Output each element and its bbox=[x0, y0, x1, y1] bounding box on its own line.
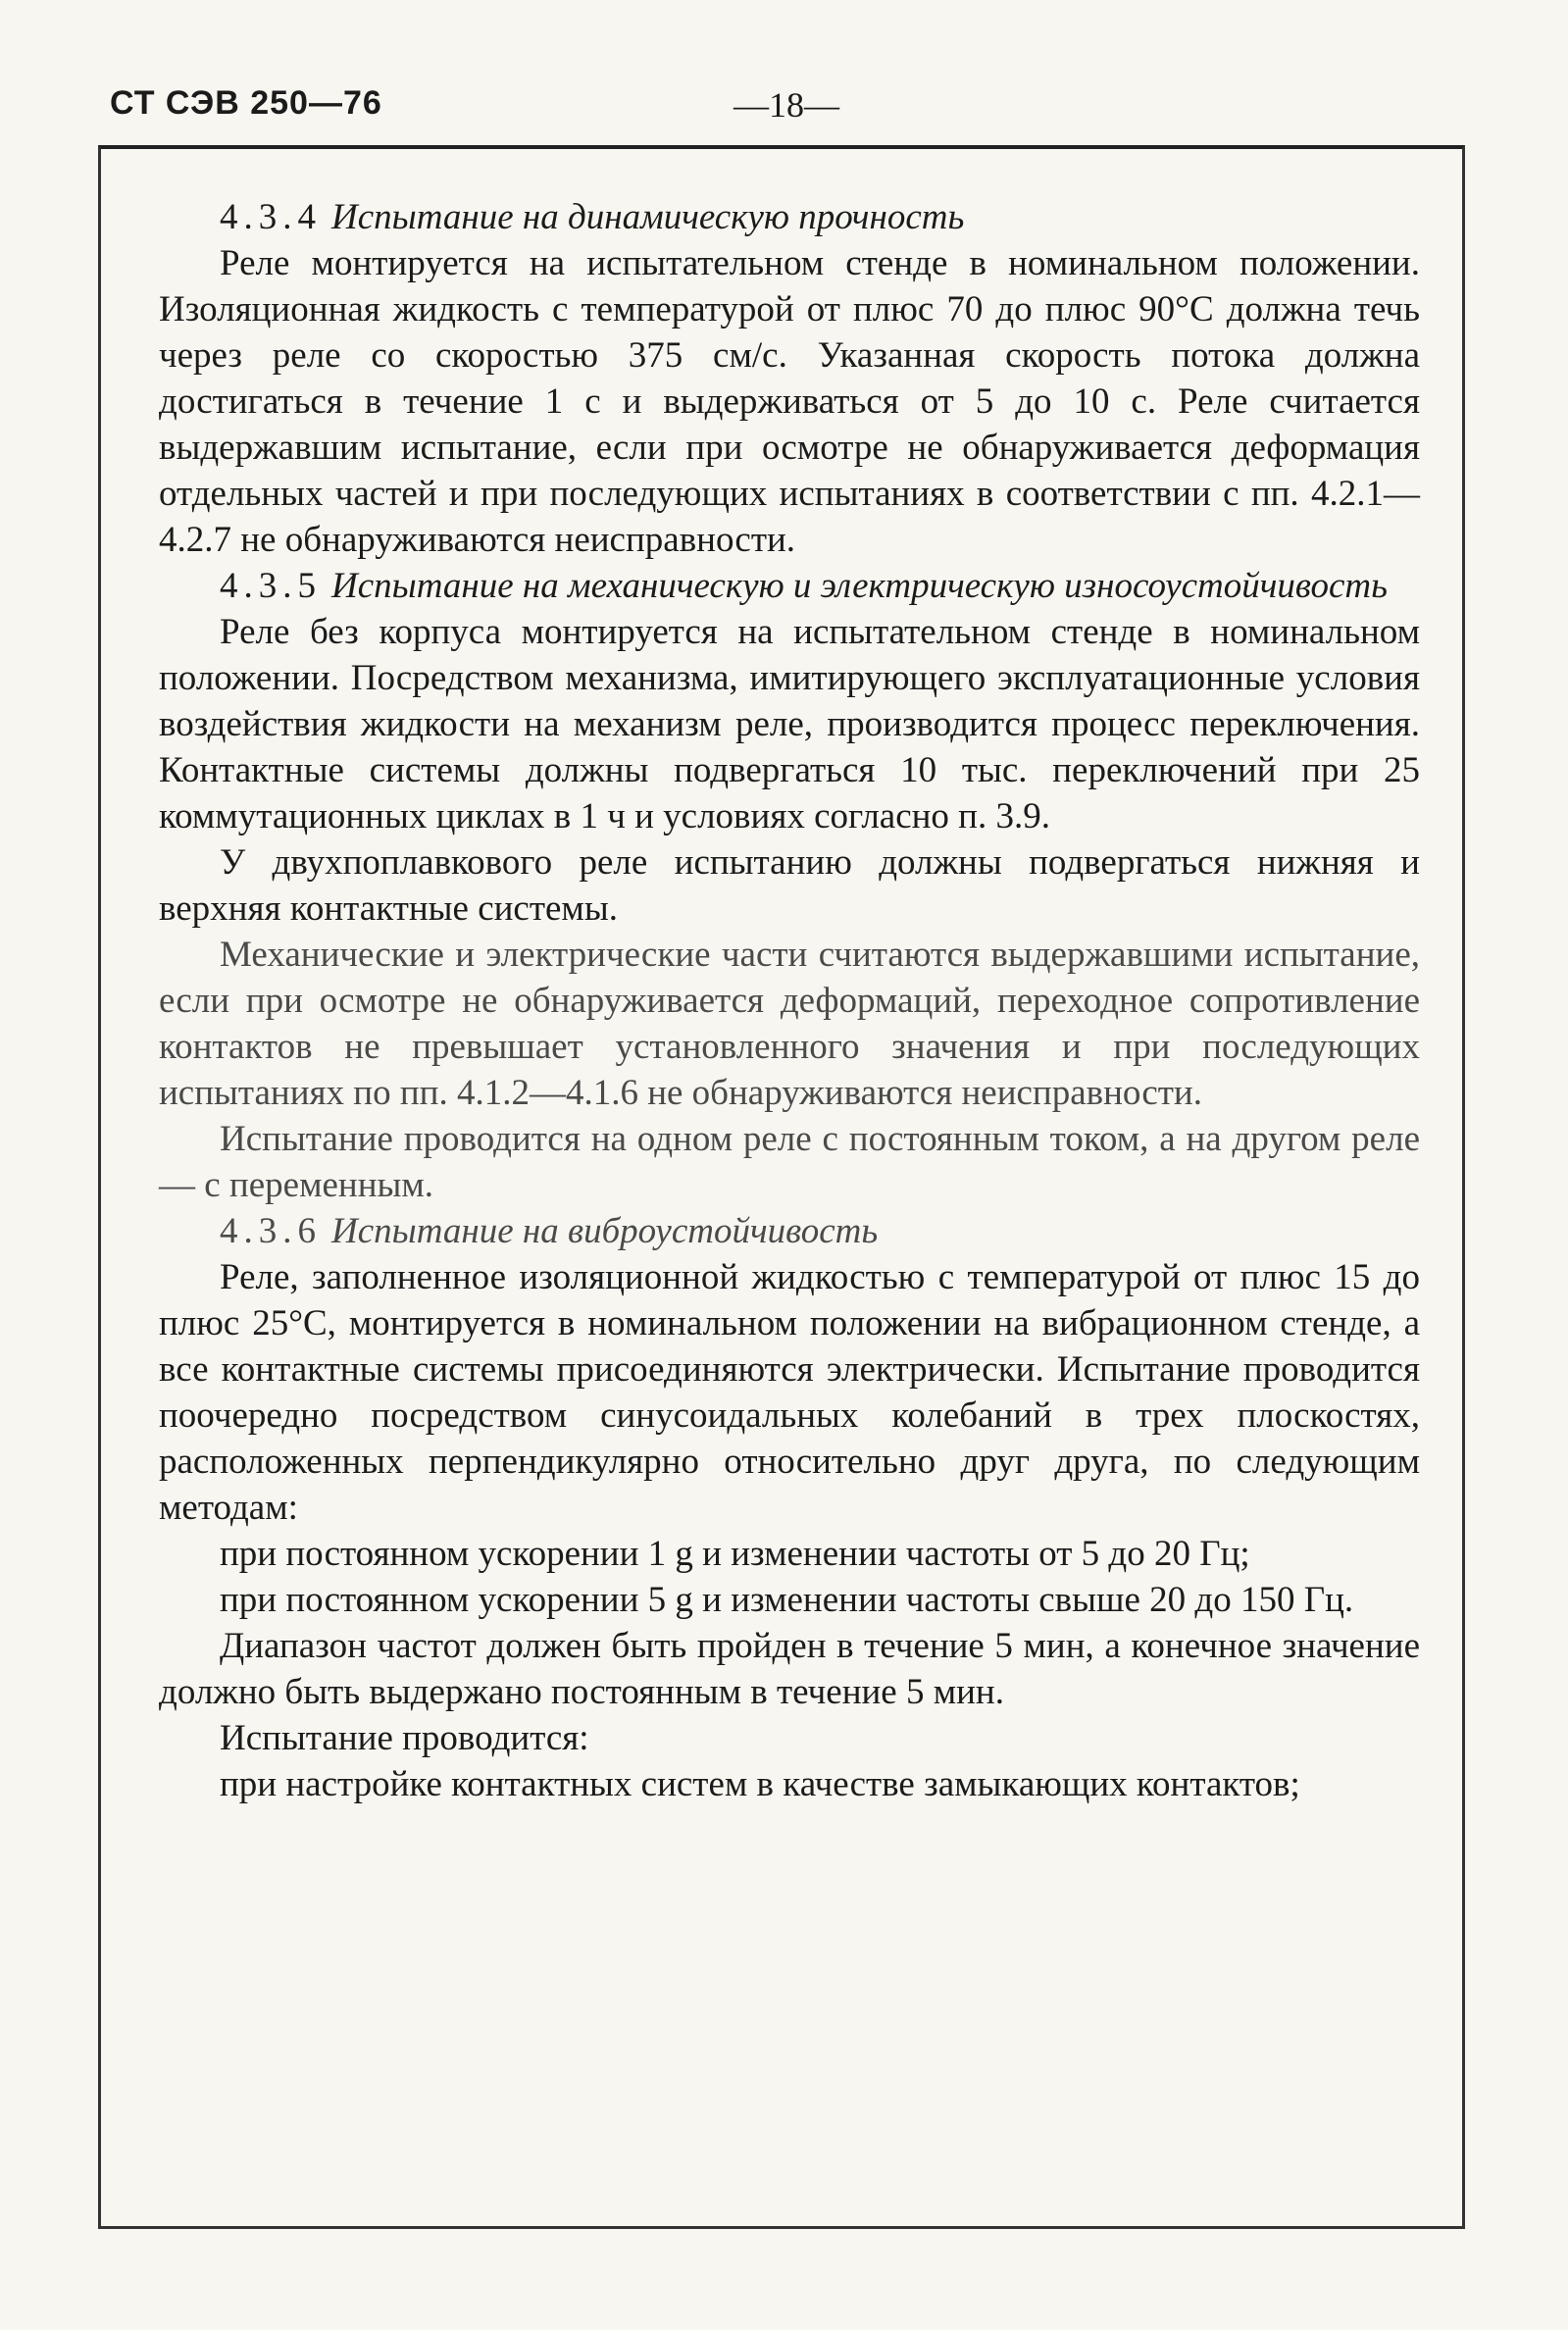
paragraph: Диапазон частот должен быть пройден в течение 5 мин, а конечное значение должно быть выдержано постоянным в течение 5 мин. bbox=[159, 1626, 1420, 1712]
header-code: СТ СЭВ 250—76 bbox=[110, 84, 382, 122]
list-item: при постоянном ускорении 5 g и изменении частоты свыше 20 до 150 Гц. bbox=[220, 1580, 1354, 1620]
paragraph: Испытание проводится: bbox=[220, 1718, 589, 1758]
list-item: при настройке контактных систем в качестве замыкающих контактов; bbox=[220, 1764, 1300, 1804]
paragraph: У двухпоплавкового реле испытанию должны подвергаться нижняя и верхняя контактные системы. bbox=[159, 842, 1420, 929]
section-heading bbox=[159, 563, 1420, 609]
paragraph: Реле без корпуса монтируется на испытательном стенде в номинальном положении. Посредством механизма, имитирующего эксплуатационные условия воздействия жидкости на механизм реле, производится процесс переключения. Контактные системы должны подвергаться 10 тыс. переключений при 25 коммутационных циклах в 1 ч и условиях согласно п. 3.9. bbox=[159, 612, 1420, 836]
page-number: —18— bbox=[733, 85, 839, 125]
section-title: Испытание на механическую и электрическую износоустойчивость bbox=[331, 566, 1388, 606]
section-number: 4.3.4 bbox=[220, 197, 322, 237]
section-number: 4.3.6 bbox=[220, 1211, 322, 1251]
section-title: Испытание на динамическую прочность bbox=[331, 197, 965, 237]
paragraph: Испытание проводится на одном реле с постоянным током, а на другом реле — с переменным. bbox=[159, 1119, 1420, 1205]
list-item: при постоянном ускорении 1 g и изменении частоты от 5 до 20 Гц; bbox=[220, 1534, 1250, 1574]
section-number: 4.3.5 bbox=[220, 566, 322, 606]
section-heading bbox=[159, 194, 1420, 240]
section-heading bbox=[159, 1208, 1420, 1254]
section-title: Испытание на виброустойчивость bbox=[331, 1211, 879, 1251]
paragraph: Реле монтируется на испытательном стенде в номинальном положении. Изоляционная жидкость с температурой от плюс 70 до плюс 90°С должна течь через реле со скоростью 375 см/с. Указанная скорость потока должна достигаться в течение 1 с и выдерживаться от 5 до 10 с. Реле считается выдержавшим испытание, если при осмотре не обнаруживается деформация отдельных частей и при последующих испытаниях в соответствии с пп. 4.2.1—4.2.7 не обнаруживаются неисправности. bbox=[159, 243, 1420, 560]
paragraph: Механические и электрические части считаются выдержавшими испытание, если при осмотре не обнаруживается деформаций, переходное сопротивление контактов не превышает установленного значения и при последующих испытаниях по пп. 4.1.2—4.1.6 не обнаруживаются неисправности. bbox=[159, 935, 1420, 1113]
document-body bbox=[159, 194, 1420, 1807]
paragraph: Реле, заполненное изоляционной жидкостью с температурой от плюс 15 до плюс 25°С, монтируется в номинальном положении на вибрационном стенде, а все контактные системы присоединяются электрически. Испытание проводится поочередно посредством синусоидальных колебаний в трех плоскостях, расположенных перпендикулярно относительно друг друга, по следующим методам: bbox=[159, 1257, 1420, 1528]
